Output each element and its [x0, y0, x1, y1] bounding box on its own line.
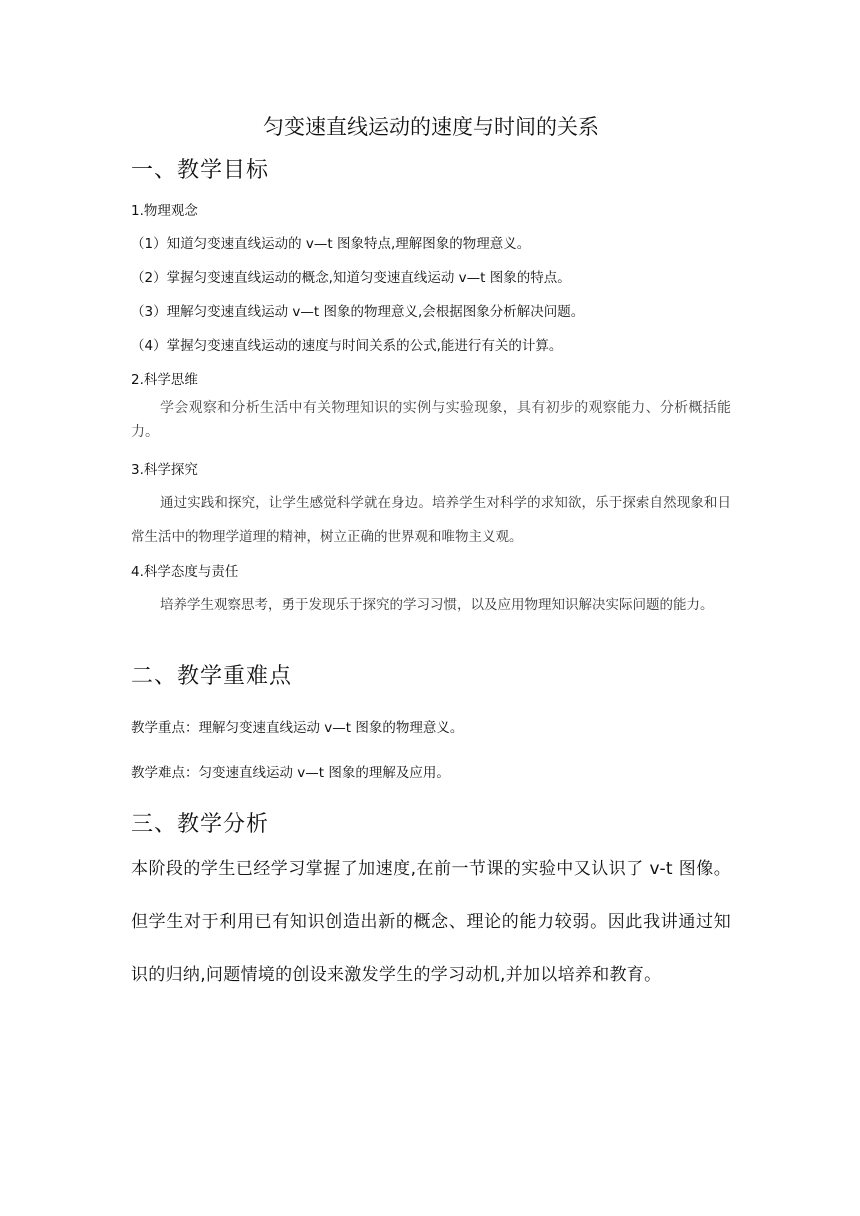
paragraph-attitude-responsibility: 培养学生观察思考，勇于发现乐于探究的学习习惯，以及应用物理知识解决实际问题的能力。 — [160, 597, 714, 613]
subheading-physics-concepts: 1.物理观念 — [131, 203, 198, 219]
goal-item-4: （4）掌握匀变速直线运动的速度与时间关系的公式,能进行有关的计算。 — [131, 338, 563, 354]
subheading-scientific-inquiry: 3.科学探究 — [131, 462, 198, 478]
document-page — [131, 0, 731, 1216]
teaching-key-point: 教学重点：理解匀变速直线运动 v—t 图象的物理意义。 — [131, 720, 464, 736]
section-heading-teaching-goals: 一、教学目标 — [131, 158, 270, 183]
section-heading-teaching-analysis: 三、教学分析 — [131, 812, 270, 837]
paragraph-teaching-analysis: 本阶段的学生已经学习掌握了加速度,在前一节课的实验中又认识了 v-t 图像。但学生对于利用已有知识创造出新的概念、理论的能力较弱。因此我讲通过知识的归纳,问题情境的创设来激发学生的学习动机,并加以培养和教育。 — [131, 859, 731, 985]
section-heading-key-difficult-points: 二、教学重难点 — [131, 664, 293, 689]
teaching-difficult-point: 教学难点：匀变速直线运动 v—t 图象的理解及应用。 — [131, 765, 450, 781]
document-title: 匀变速直线运动的速度与时间的关系 — [263, 115, 599, 139]
goal-item-1: （1）知道匀变速直线运动的 v—t 图象特点,理解图象的物理意义。 — [131, 236, 531, 252]
subheading-scientific-thinking: 2.科学思维 — [131, 372, 198, 388]
paragraph-scientific-inquiry: 通过实践和探究，让学生感觉科学就在身边。培养学生对科学的求知欲，乐于探索自然现象和日常生活中的物理学道理的精神，树立正确的世界观和唯物主义观。 — [131, 495, 731, 545]
subheading-attitude-responsibility: 4.科学态度与责任 — [131, 564, 239, 580]
goal-item-3: （3）理解匀变速直线运动 v—t 图象的物理意义,会根据图象分析解决问题。 — [131, 304, 585, 320]
paragraph-scientific-thinking: 学会观察和分析生活中有关物理知识的实例与实验现象，具有初步的观察能力、分析概括能力。 — [131, 400, 731, 440]
goal-item-2: （2）掌握匀变速直线运动的概念,知道匀变速直线运动 v—t 图象的特点。 — [131, 270, 571, 286]
